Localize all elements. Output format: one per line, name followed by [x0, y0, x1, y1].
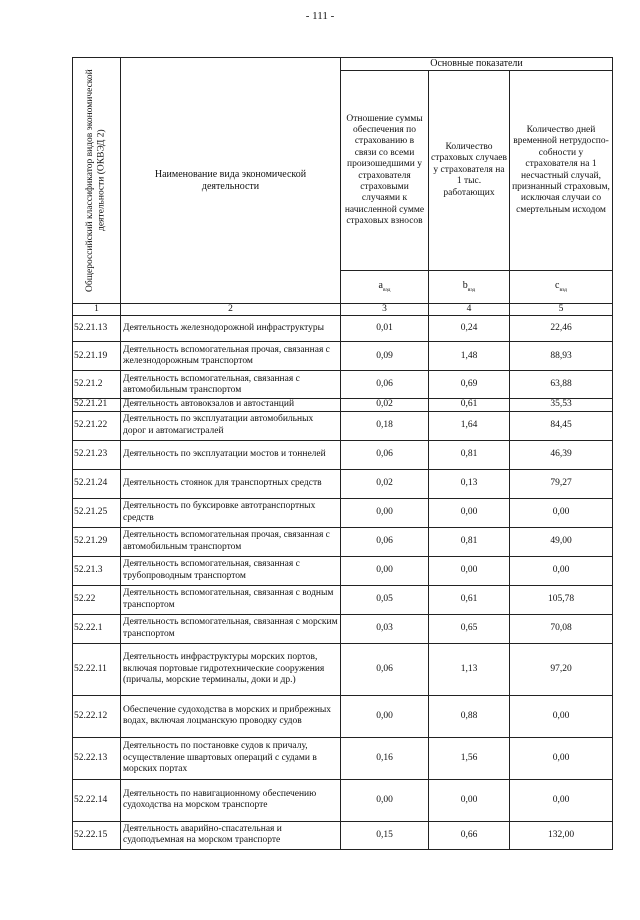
- value-a: 0,09: [341, 342, 429, 371]
- activity-name: Деятельность по эксплуатации автомобильных дорог и автомагистралей: [121, 411, 341, 440]
- value-b: 0,24: [429, 316, 510, 342]
- activity-name: Деятельность вспомогательная, связанная с водным транспортом: [121, 585, 341, 614]
- table-row: [73, 614, 613, 643]
- value-c: 132,00: [510, 821, 613, 849]
- value-b: 1,64: [429, 411, 510, 440]
- value-c: 84,45: [510, 411, 613, 440]
- value-a: 0,00: [341, 779, 429, 821]
- value-b: 0,00: [429, 779, 510, 821]
- activity-name: Деятельность автовокзалов и автостанций: [121, 399, 341, 411]
- col-c-symbol: $c_{вэд}$: [510, 271, 613, 304]
- value-a: 0,00: [341, 695, 429, 737]
- value-c: 46,39: [510, 440, 613, 469]
- value-a: 0,02: [341, 469, 429, 498]
- okved-code: 52.22: [73, 585, 121, 614]
- okved-code: 52.22.14: [73, 779, 121, 821]
- activity-name: Деятельность по навигационному обеспечению судоходства на морском транспорте: [121, 779, 341, 821]
- value-a: 0,06: [341, 527, 429, 556]
- value-a: 0,01: [341, 316, 429, 342]
- value-a: 0,06: [341, 440, 429, 469]
- okved-code: 52.21.21: [73, 399, 121, 411]
- value-c: 79,27: [510, 469, 613, 498]
- activity-name: Деятельность по эксплуатации мостов и тоннелей: [121, 440, 341, 469]
- table-row: [73, 498, 613, 527]
- table-row: [73, 779, 613, 821]
- value-c: 0,00: [510, 498, 613, 527]
- value-b: 0,81: [429, 527, 510, 556]
- okved-code: 52.22.11: [73, 643, 121, 695]
- table-row: [73, 411, 613, 440]
- value-c: 0,00: [510, 556, 613, 585]
- column-number: 1: [73, 304, 121, 316]
- activity-name: Деятельность железнодорожной инфраструктуры: [121, 316, 341, 342]
- value-b: 0,61: [429, 399, 510, 411]
- value-c: 70,08: [510, 614, 613, 643]
- column-number: 2: [121, 304, 341, 316]
- activity-name: Деятельность вспомогательная, связанная с автомобильным транспортом: [121, 371, 341, 399]
- table-row: [73, 821, 613, 849]
- value-b: 0,61: [429, 585, 510, 614]
- indicators-table: [72, 57, 613, 850]
- column-number: 5: [510, 304, 613, 316]
- col-b-header: Количество страховых случаев у страхователя на 1 тыс. работающих: [429, 71, 510, 271]
- okved-code: 52.22.15: [73, 821, 121, 849]
- activity-name: Обеспечение судоходства в морских и прибрежных водах, включая лоцманскую проводку судов: [121, 695, 341, 737]
- column-number: 4: [429, 304, 510, 316]
- page-number: - 111 -: [305, 10, 335, 22]
- value-b: 0,81: [429, 440, 510, 469]
- value-c: 97,20: [510, 643, 613, 695]
- table-row: [73, 737, 613, 779]
- value-c: 63,88: [510, 371, 613, 399]
- value-c: 35,53: [510, 399, 613, 411]
- value-c: 105,78: [510, 585, 613, 614]
- okved-code: 52.21.19: [73, 342, 121, 371]
- okved-header: [73, 58, 121, 304]
- activity-name: Деятельность вспомогательная прочая, связанная с железнодорожным транспортом: [121, 342, 341, 371]
- okved-code: 52.21.2: [73, 371, 121, 399]
- value-c: 0,00: [510, 779, 613, 821]
- col-a-header: Отношение суммы обеспечения по страхованию в связи со всеми произошедшими у страхователя страховыми случаями к начисленной сумме страховых взносов: [341, 71, 429, 271]
- value-c: 49,00: [510, 527, 613, 556]
- value-b: 0,13: [429, 469, 510, 498]
- activity-name: Деятельность по буксировке автотранспортных средств: [121, 498, 341, 527]
- table-row: [73, 469, 613, 498]
- table-row: [73, 440, 613, 469]
- main-indicators-header: Основные показатели: [341, 58, 613, 71]
- okved-code: 52.22.1: [73, 614, 121, 643]
- okved-code: 52.21.24: [73, 469, 121, 498]
- value-b: 0,00: [429, 498, 510, 527]
- value-b: 0,00: [429, 556, 510, 585]
- value-a: 0,06: [341, 371, 429, 399]
- okved-code: 52.21.13: [73, 316, 121, 342]
- okved-code: 52.21.29: [73, 527, 121, 556]
- value-b: 0,66: [429, 821, 510, 849]
- okved-code: 52.22.13: [73, 737, 121, 779]
- okved-code: 52.21.3: [73, 556, 121, 585]
- okved-header-text: Общероссийский классификатор видов экономической деятельности (ОКВЭД 2): [85, 69, 107, 292]
- value-b: 1,56: [429, 737, 510, 779]
- col-b-symbol: $b_{вэд}$: [429, 271, 510, 304]
- activity-name: Деятельность инфраструктуры морских портов, включая портовые гидротехнические сооружения (причалы, морские терминалы, доки и др.): [121, 643, 341, 695]
- value-c: 22,46: [510, 316, 613, 342]
- activity-name: Деятельность вспомогательная, связанная с трубопроводным транспортом: [121, 556, 341, 585]
- table-row: [73, 643, 613, 695]
- value-a: 0,00: [341, 556, 429, 585]
- table-row: [73, 695, 613, 737]
- value-a: 0,02: [341, 399, 429, 411]
- okved-code: 52.21.25: [73, 498, 121, 527]
- value-a: 0,06: [341, 643, 429, 695]
- okved-code: 52.21.23: [73, 440, 121, 469]
- value-c: 0,00: [510, 737, 613, 779]
- value-a: 0,18: [341, 411, 429, 440]
- value-a: 0,00: [341, 498, 429, 527]
- value-c: 88,93: [510, 342, 613, 371]
- activity-name: Деятельность вспомогательная прочая, связанная с автомобильным транспортом: [121, 527, 341, 556]
- okved-code: 52.22.12: [73, 695, 121, 737]
- value-c: 0,00: [510, 695, 613, 737]
- activity-name: Деятельность по постановке судов к причалу, осуществление швартовых операций с судами в морских портах: [121, 737, 341, 779]
- table-row: [73, 585, 613, 614]
- column-number-row: [73, 304, 613, 316]
- table-row: [73, 527, 613, 556]
- value-a: 0,05: [341, 585, 429, 614]
- table-row: [73, 342, 613, 371]
- table-row: [73, 316, 613, 342]
- table-row: [73, 556, 613, 585]
- value-a: 0,15: [341, 821, 429, 849]
- value-b: 0,69: [429, 371, 510, 399]
- activity-name: Деятельность стоянок для транспортных средств: [121, 469, 341, 498]
- okved-code: 52.21.22: [73, 411, 121, 440]
- value-b: 1,48: [429, 342, 510, 371]
- value-a: 0,03: [341, 614, 429, 643]
- value-b: 0,88: [429, 695, 510, 737]
- col-a-symbol: $a_{вэд}$: [341, 271, 429, 304]
- table-row: [73, 371, 613, 399]
- value-b: 0,65: [429, 614, 510, 643]
- value-a: 0,16: [341, 737, 429, 779]
- value-b: 1,13: [429, 643, 510, 695]
- activity-name: Деятельность аварийно-спасательная и судоподъемная на морском транспорте: [121, 821, 341, 849]
- activity-name: Деятельность вспомогательная, связанная с морским транспортом: [121, 614, 341, 643]
- column-number: 3: [341, 304, 429, 316]
- table-row: [73, 399, 613, 411]
- col-c-header: Количество дней временной нетрудоспо-собности у страхователя на 1 несчастный случай, признанный страховым, исключая случаи со смертельным исходом: [510, 71, 613, 271]
- activity-name-header: Наименование вида экономической деятельности: [121, 58, 341, 304]
